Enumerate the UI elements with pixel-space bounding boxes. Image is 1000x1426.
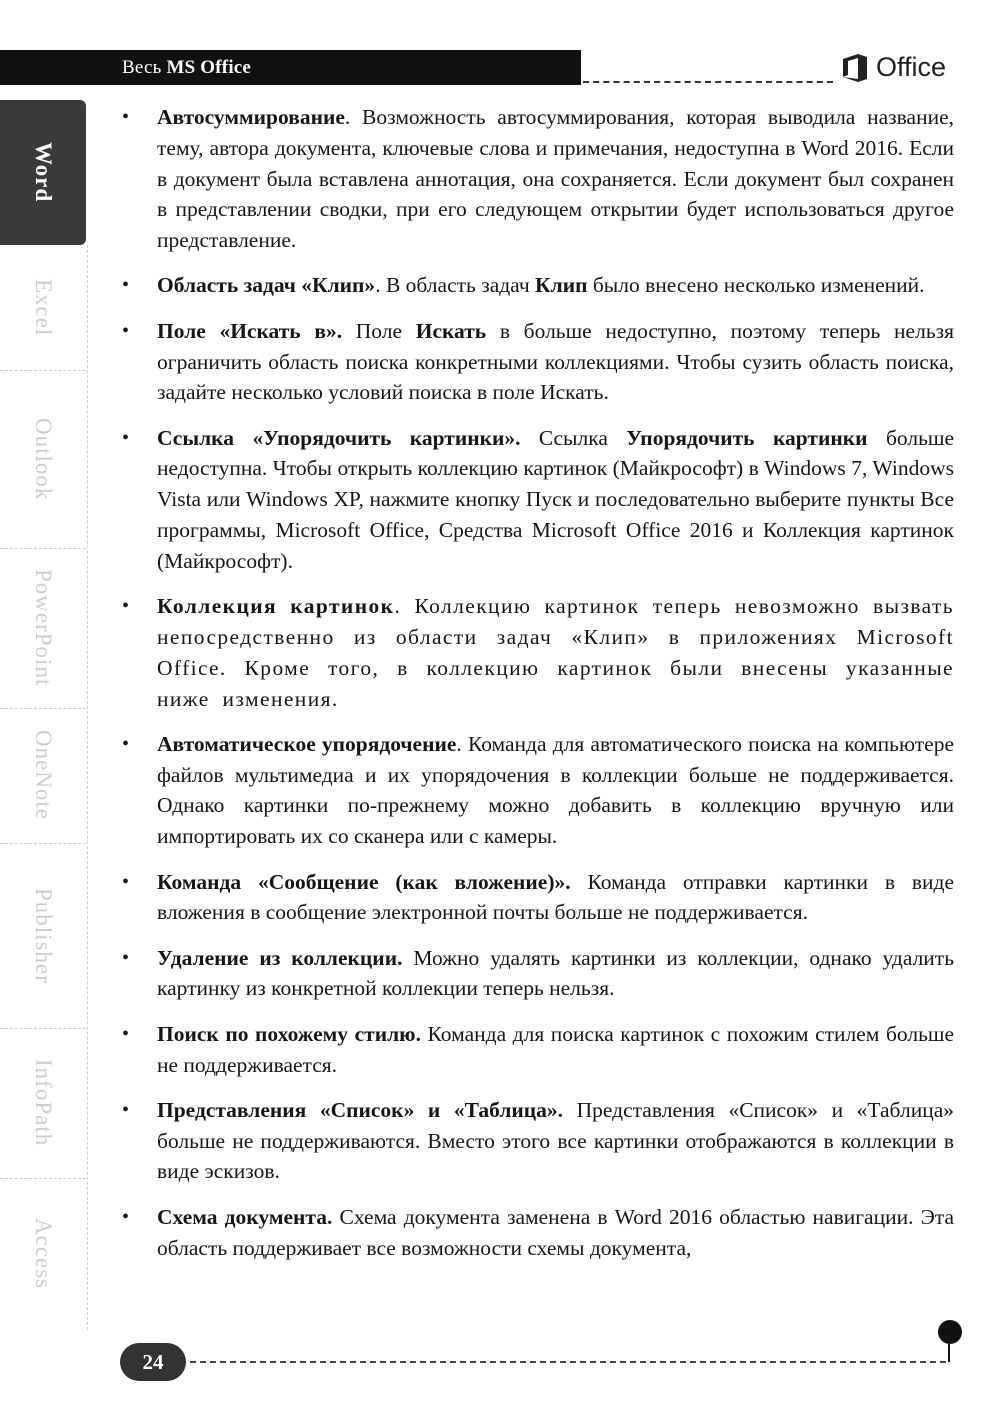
footer-dotted-rule bbox=[190, 1361, 946, 1363]
book-title-prefix: Весь bbox=[122, 57, 167, 78]
bullet-icon: • bbox=[122, 1098, 130, 1121]
bullet-icon: • bbox=[122, 870, 130, 893]
tab-label: Access bbox=[31, 1218, 56, 1290]
tab-label: Publisher bbox=[31, 887, 56, 984]
item-bold-text: Искать bbox=[415, 318, 487, 343]
bullet-icon: • bbox=[122, 595, 131, 618]
tab-label: Outlook bbox=[31, 417, 56, 501]
footer-bullet-tail bbox=[948, 1344, 950, 1362]
list-item bbox=[120, 591, 954, 714]
tab-label: InfoPath bbox=[31, 1059, 56, 1147]
tab-excel[interactable] bbox=[0, 245, 86, 371]
bullet-icon: • bbox=[122, 106, 130, 128]
item-text: Представления «Список» и «Таблица» больше не поддерживаются. Вместо этого все картинки отображаются в коллекции в виде эскизов. bbox=[157, 1097, 954, 1184]
footer-bullet-icon bbox=[938, 1320, 962, 1344]
item-text: было внесено несколько изменений. bbox=[587, 273, 925, 298]
item-text: . Коллекцию картинок теперь невозможно вызвать непосредственно из области задач «Клип» в приложениях Microsoft Office. Кроме того, в коллекцию картинок были внесены указанные ниже изменения. bbox=[157, 594, 955, 711]
item-bold-text: Удаление из коллекции. bbox=[157, 945, 403, 970]
item-text: Ссылка bbox=[520, 425, 627, 450]
tab-outlook[interactable] bbox=[0, 370, 86, 549]
office-logo-icon bbox=[842, 53, 868, 83]
list-item bbox=[120, 1095, 954, 1187]
bullet-icon: • bbox=[122, 1022, 130, 1045]
item-text: . Команда для автоматического поиска на компьютере файлов мультимедиа и их упорядочения в коллекции больше не поддерживается. Однако картинки по-прежнему можно добавить в коллекцию вручную или импортировать их со сканера или с камеры. bbox=[157, 731, 955, 849]
item-bold-text: Поиск по похожему стилю. bbox=[157, 1021, 421, 1046]
bullet-list bbox=[120, 102, 954, 1278]
item-bold-text: Клип bbox=[535, 273, 588, 298]
item-text: . Возможность автосуммирования, которая выводила название, тему, автора документа, ключевые слова и примечания, недоступна в Word 2016. Если в документ была вставлена аннотация, она сохраняется. Если документ был сохранен в представлении сводки, при его следующем открытии будет использоваться другое представление. bbox=[157, 105, 954, 253]
bullet-icon: • bbox=[122, 732, 130, 755]
tab-infopath[interactable] bbox=[0, 1028, 86, 1179]
book-title bbox=[122, 55, 251, 81]
item-text: больше недоступна. Чтобы открыть коллекцию картинок (Майкрософт) в Windows 7, Windows Vista или Windows XP, нажмите кнопку Пуск и последовательно выберите пункты Все программы, Microsoft Office, Средства Microsoft Office 2016 и Коллекция картинок (Майкрософт). bbox=[157, 425, 954, 573]
list-item bbox=[120, 867, 954, 929]
item-bold-text: Автоматическое упорядочение bbox=[157, 731, 457, 756]
chapter-tabs bbox=[0, 100, 88, 1330]
item-text: Команда для поиска картинок с похожим стилем больше не поддерживается. bbox=[157, 1021, 954, 1077]
list-item bbox=[120, 270, 954, 301]
bullet-icon: • bbox=[122, 426, 130, 449]
bullet-icon: • bbox=[122, 1205, 130, 1228]
list-item bbox=[120, 423, 954, 577]
item-bold-text: Область задач «Клип» bbox=[157, 273, 376, 298]
list-item bbox=[120, 729, 954, 852]
tab-label: Excel bbox=[31, 278, 56, 337]
item-bold-text: Коллекция картинок bbox=[157, 594, 395, 619]
item-text: Поле bbox=[342, 318, 416, 343]
bullet-icon: • bbox=[122, 319, 130, 342]
item-text: Схема документа заменена в Word 2016 областью навигации. Эта область поддерживает все возможности схемы документа, bbox=[157, 1204, 954, 1260]
tab-access[interactable] bbox=[0, 1178, 86, 1330]
item-bold-text: Упорядочить картинки bbox=[626, 425, 868, 450]
office-logo-text: Office bbox=[876, 52, 947, 82]
tab-publisher[interactable] bbox=[0, 843, 86, 1029]
bullet-icon: • bbox=[122, 274, 130, 297]
tab-label: Word bbox=[31, 142, 56, 203]
tab-powerpoint[interactable] bbox=[0, 548, 86, 709]
page-number: 24 bbox=[120, 1343, 186, 1381]
side-dotted-rule bbox=[87, 245, 88, 1330]
item-text: в больше недоступно, поэтому теперь нельзя ограничить область поиска конкретными коллекциями. Чтобы сузить область поиска, задайте несколько условий поиска в поле Искать. bbox=[157, 318, 955, 405]
item-bold-text: Команда «Сообщение (как вложение)». bbox=[157, 869, 571, 894]
item-text: Команда отправки картинки в виде вложения в сообщение электронной почты больше не поддерживается. bbox=[157, 869, 954, 925]
bullet-icon: • bbox=[122, 946, 130, 969]
item-bold-text: Автосуммирование bbox=[157, 105, 345, 129]
header-bar bbox=[0, 50, 581, 85]
header-dotted-rule bbox=[583, 81, 833, 83]
tab-label: PowerPoint bbox=[31, 569, 56, 687]
item-text: . В область задач bbox=[375, 273, 536, 298]
list-item bbox=[120, 1202, 954, 1264]
tab-word[interactable] bbox=[0, 100, 86, 245]
item-text: Можно удалять картинки из коллекции, однако удалить картинку из конкретной коллекции теперь нельзя. bbox=[157, 945, 954, 1001]
list-item bbox=[120, 1019, 954, 1081]
item-bold-text: Представления «Список» и «Таблица». bbox=[157, 1097, 564, 1122]
tab-label: OneNote bbox=[31, 730, 56, 821]
list-item bbox=[120, 102, 954, 256]
list-item bbox=[120, 316, 954, 408]
item-bold-text: Схема документа. bbox=[157, 1204, 333, 1229]
item-bold-text: Ссылка «Упорядочить картинки». bbox=[157, 425, 521, 450]
list-item bbox=[120, 943, 954, 1005]
book-title-bold: MS Office bbox=[166, 57, 252, 78]
item-bold-text: Поле «Искать в». bbox=[157, 318, 343, 343]
tab-onenote[interactable] bbox=[0, 708, 86, 844]
